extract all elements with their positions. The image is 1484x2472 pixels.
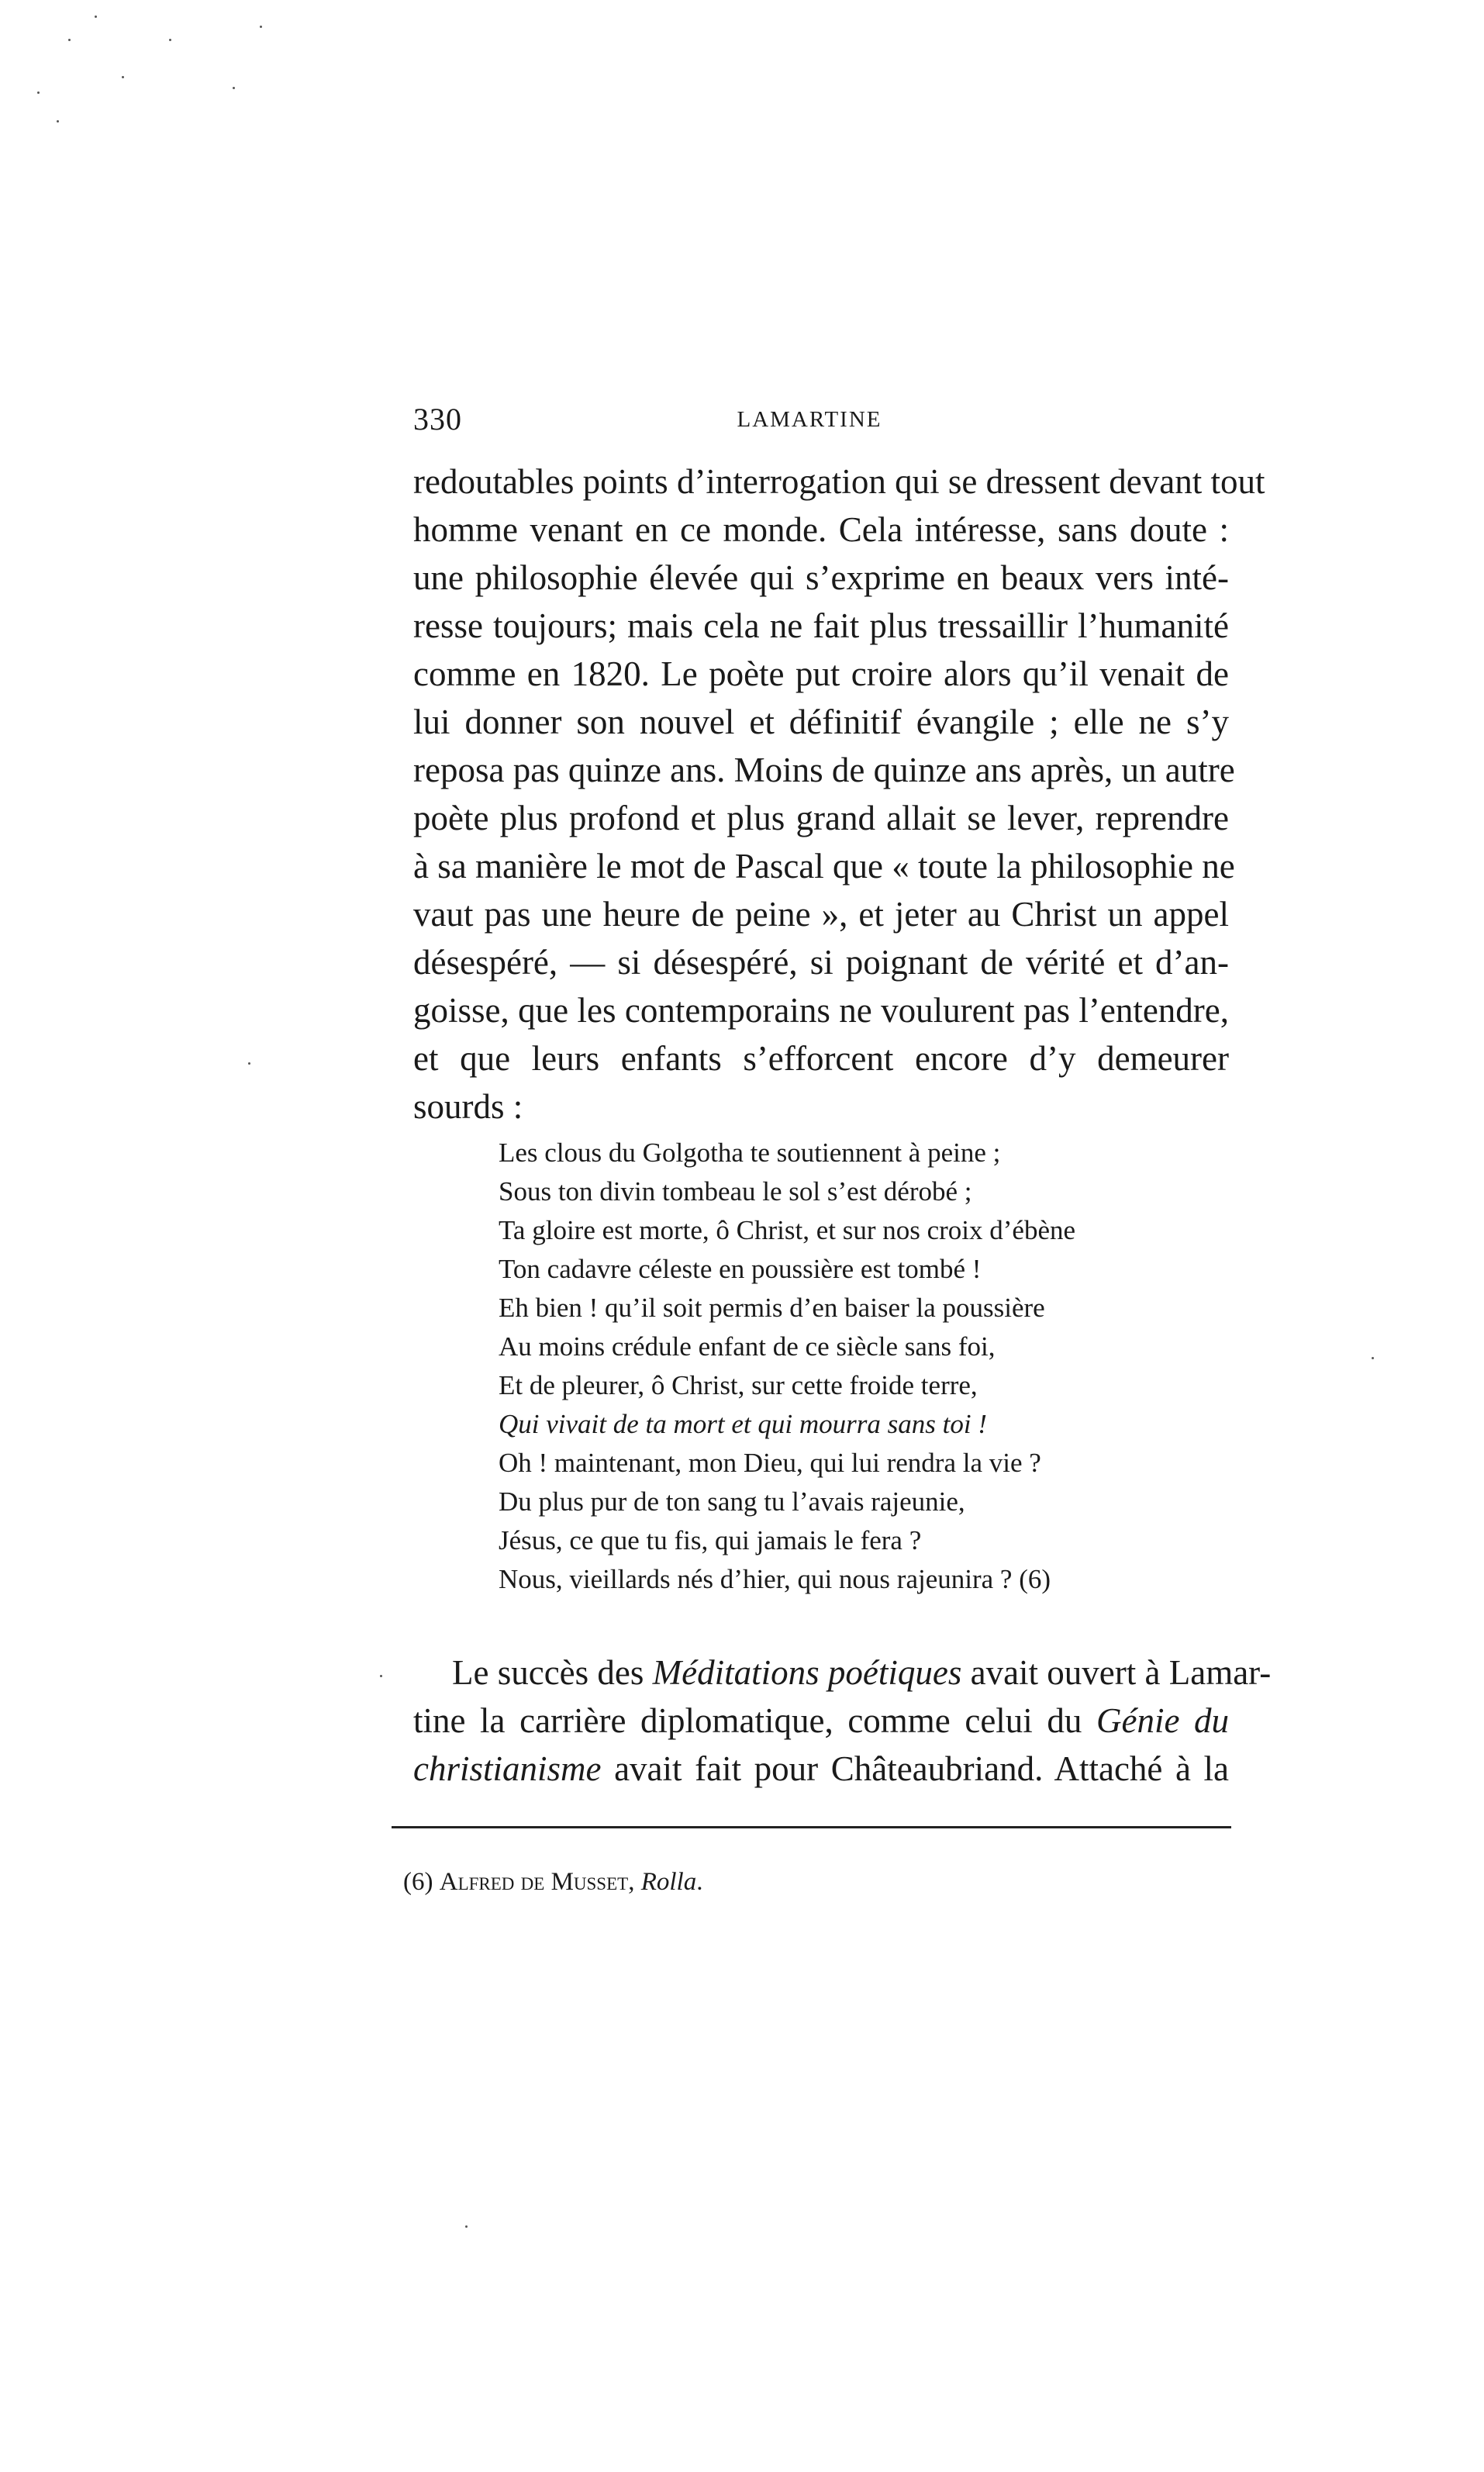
text-line: comme en 1820. Le poète put croire alors qu’il venait de <box>413 654 1229 693</box>
footnote-end: . <box>696 1868 703 1896</box>
poem-line: Oh ! maintenant, mon Dieu, qui lui rendra la vie ? <box>499 1448 1041 1478</box>
scan-speck <box>260 26 262 28</box>
poem-line: Du plus pur de ton sang tu l’avais rajeunie, <box>499 1486 965 1517</box>
poem-line: Eh bien ! qu’il soit permis d’en baiser la poussière <box>499 1293 1045 1323</box>
footnote-marker: (6) <box>403 1868 433 1896</box>
running-title: LAMARTINE <box>737 407 882 432</box>
scan-speck <box>380 1675 382 1677</box>
text-run: Le succès des <box>452 1653 653 1692</box>
scan-speck <box>1372 1357 1374 1359</box>
scan-speck <box>465 2225 468 2228</box>
scan-speck <box>68 39 71 41</box>
poem-line-italic: Qui vivait de ta mort et qui mourra sans toi ! <box>499 1409 987 1439</box>
poem-line: Jésus, ce que tu fis, qui jamais le fera ? <box>499 1525 922 1555</box>
footnote-rule <box>392 1826 1231 1828</box>
text-line: et que leurs enfants s’efforcent encore d’y demeurer <box>413 1039 1229 1078</box>
scan-speck <box>95 16 97 18</box>
book-title-italic: Méditations poétiques <box>652 1653 962 1692</box>
text-line: redoutables points d’interrogation qui se dressent devant tout <box>413 462 1265 501</box>
text-run: avait ouvert à Lamar- <box>961 1653 1272 1692</box>
text-line: goisse, que les contemporains ne voulurent pas l’entendre, <box>413 991 1229 1030</box>
text-line: homme venant en ce monde. Cela intéresse, sans doute : <box>413 510 1229 549</box>
running-head <box>413 400 1229 439</box>
text-line <box>413 1649 1272 1697</box>
text-line: lui donner son nouvel et définitif évangile ; elle ne s’y <box>413 703 1229 741</box>
footnote <box>403 1863 702 1901</box>
text-line: sourds : <box>413 1087 523 1126</box>
poem-line: Sous ton divin tombeau le sol s’est dérobé ; <box>499 1176 972 1207</box>
footnote-separator: , <box>628 1868 641 1896</box>
scan-speck <box>248 1062 250 1065</box>
scan-speck <box>57 120 59 123</box>
footnote-author: Alfred de Musset <box>439 1868 629 1896</box>
text-run: avait fait pour Châteaubriand. Attaché à la <box>601 1749 1229 1788</box>
page-number: 330 <box>413 402 462 437</box>
text-run: tine la carrière diplomatique, comme celui du <box>413 1701 1096 1740</box>
paragraph-2 <box>413 1649 1272 1793</box>
text-line: vaut pas une heure de peine », et jeter au Christ un appel <box>413 895 1229 934</box>
poem-line: Ton cadavre céleste en poussière est tombé ! <box>499 1254 982 1284</box>
text-line: à sa manière le mot de Pascal que « toute la philosophie ne <box>413 847 1235 886</box>
paragraph-1 <box>413 457 1265 1131</box>
text-line: reposa pas quinze ans. Moins de quinze ans après, un autre <box>413 751 1235 789</box>
text-line: poète plus profond et plus grand allait se lever, reprendre <box>413 799 1229 837</box>
text-line <box>413 1697 1229 1745</box>
poem-line: Au moins crédule enfant de ce siècle sans foi, <box>499 1331 996 1362</box>
poem-line: Et de pleurer, ô Christ, sur cette froide terre, <box>499 1370 978 1400</box>
text-line <box>413 1745 1229 1793</box>
poem-line: Ta gloire est morte, ô Christ, et sur nos croix d’ébène <box>499 1215 1076 1245</box>
scan-speck <box>233 87 235 89</box>
book-title-italic: christianisme <box>413 1749 602 1788</box>
text-line: resse toujours; mais cela ne fait plus tressaillir l’humanité <box>413 606 1229 645</box>
text-line: une philosophie élevée qui s’exprime en beaux vers inté- <box>413 558 1229 597</box>
text-line: désespéré, — si désespéré, si poignant de vérité et d’an- <box>413 943 1229 982</box>
poem-line: Nous, vieillards nés d’hier, qui nous rajeunira ? (6) <box>499 1564 1051 1594</box>
scan-speck <box>169 39 171 41</box>
poem-quotation <box>499 1134 1196 1599</box>
scan-speck <box>122 76 124 78</box>
scan-speck <box>37 91 40 94</box>
poem-line: Les clous du Golgotha te soutiennent à peine ; <box>499 1138 1001 1168</box>
book-title-italic: Génie du <box>1096 1701 1229 1740</box>
footnote-work: Rolla <box>640 1868 697 1896</box>
